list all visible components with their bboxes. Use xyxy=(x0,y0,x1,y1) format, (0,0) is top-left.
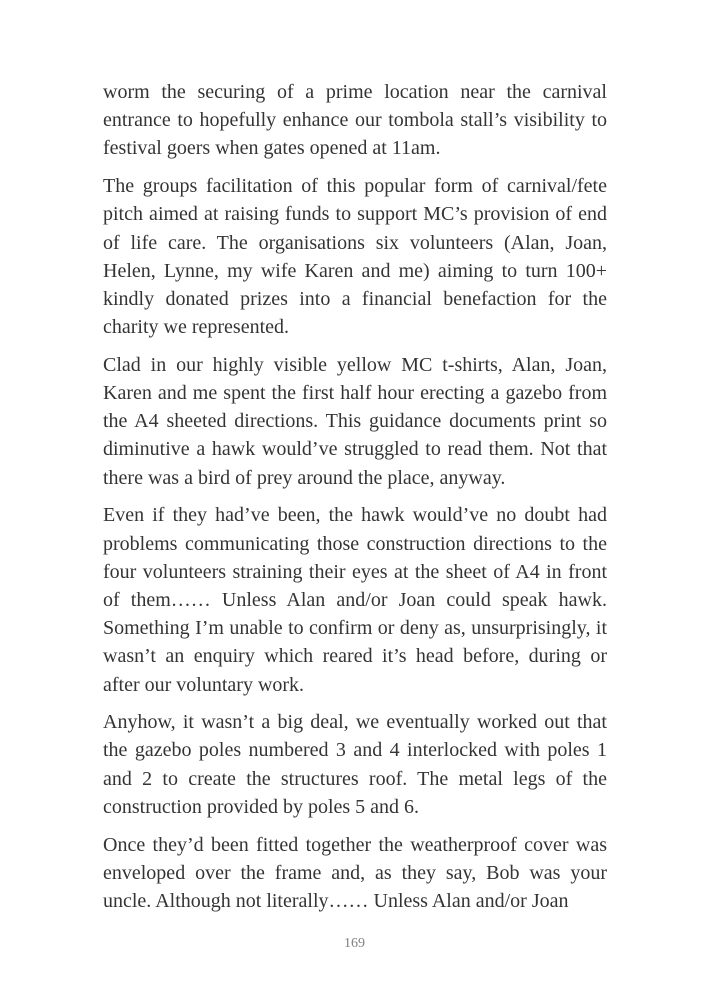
text-line: entrance to hopefully enhance our tombola stall’s visibility to xyxy=(103,109,607,132)
paragraph xyxy=(103,78,607,163)
paragraph xyxy=(103,351,607,492)
text-line: after our voluntary work. xyxy=(103,673,305,696)
text-line: Anyhow, it wasn’t a big deal, we eventually worked out that xyxy=(103,711,607,734)
text-line: Once they’d been fitted together the weatherproof cover was xyxy=(103,833,607,856)
text-line: Karen and me spent the first half hour erecting a gazebo from xyxy=(103,382,607,405)
text-line: Even if they had’ve been, the hawk would’ve no doubt had xyxy=(103,504,607,527)
text-line: Something I’m unable to confirm or deny as, unsurprisingly, it xyxy=(103,617,607,640)
page-number: 169 xyxy=(344,936,365,951)
text-line: Clad in our highly visible yellow MC t-shirts, Alan, Joan, xyxy=(103,353,607,376)
text-line: the A4 sheeted directions. This guidance documents print so xyxy=(103,410,607,433)
text-line: there was a bird of prey around the place, anyway. xyxy=(103,466,506,489)
text-line: diminutive a hawk would’ve struggled to read them. Not that xyxy=(103,438,607,461)
text-line: charity we represented. xyxy=(103,316,290,339)
text-line: enveloped over the frame and, as they say, Bob was your xyxy=(103,861,607,884)
text-line: of them…… Unless Alan and/or Joan could speak hawk. xyxy=(103,588,607,611)
paragraph xyxy=(103,501,607,698)
paragraph xyxy=(103,831,607,916)
text-line: problems communicating those construction directions to the xyxy=(103,532,607,555)
text-line: pitch aimed at raising funds to support MC’s provision of end xyxy=(103,203,607,226)
text-line: festival goers when gates opened at 11am. xyxy=(103,137,441,160)
text-line: kindly donated prizes into a financial benefaction for the xyxy=(103,287,607,310)
text-line: the gazebo poles numbered 3 and 4 interlocked with poles 1 xyxy=(103,739,607,762)
text-line: Helen, Lynne, my wife Karen and me) aiming to turn 100+ xyxy=(103,259,607,282)
page-text xyxy=(103,78,607,925)
text-line: and 2 to create the structures roof. The metal legs of the xyxy=(103,767,607,790)
paragraph xyxy=(103,708,607,821)
text-line: construction provided by poles 5 and 6. xyxy=(103,795,420,818)
text-line: four volunteers straining their eyes at the sheet of A4 in front xyxy=(103,560,607,583)
text-line: of life care. The organisations six volunteers (Alan, Joan, xyxy=(103,231,607,254)
text-line: The groups facilitation of this popular form of carnival/fete xyxy=(103,175,607,198)
text-line: uncle. Although not literally…… Unless Alan and/or Joan xyxy=(103,889,569,912)
text-line: wasn’t an enquiry which reared it’s head before, during or xyxy=(103,645,607,668)
paragraph xyxy=(103,172,607,341)
text-line: worm the securing of a prime location near the carnival xyxy=(103,81,607,103)
